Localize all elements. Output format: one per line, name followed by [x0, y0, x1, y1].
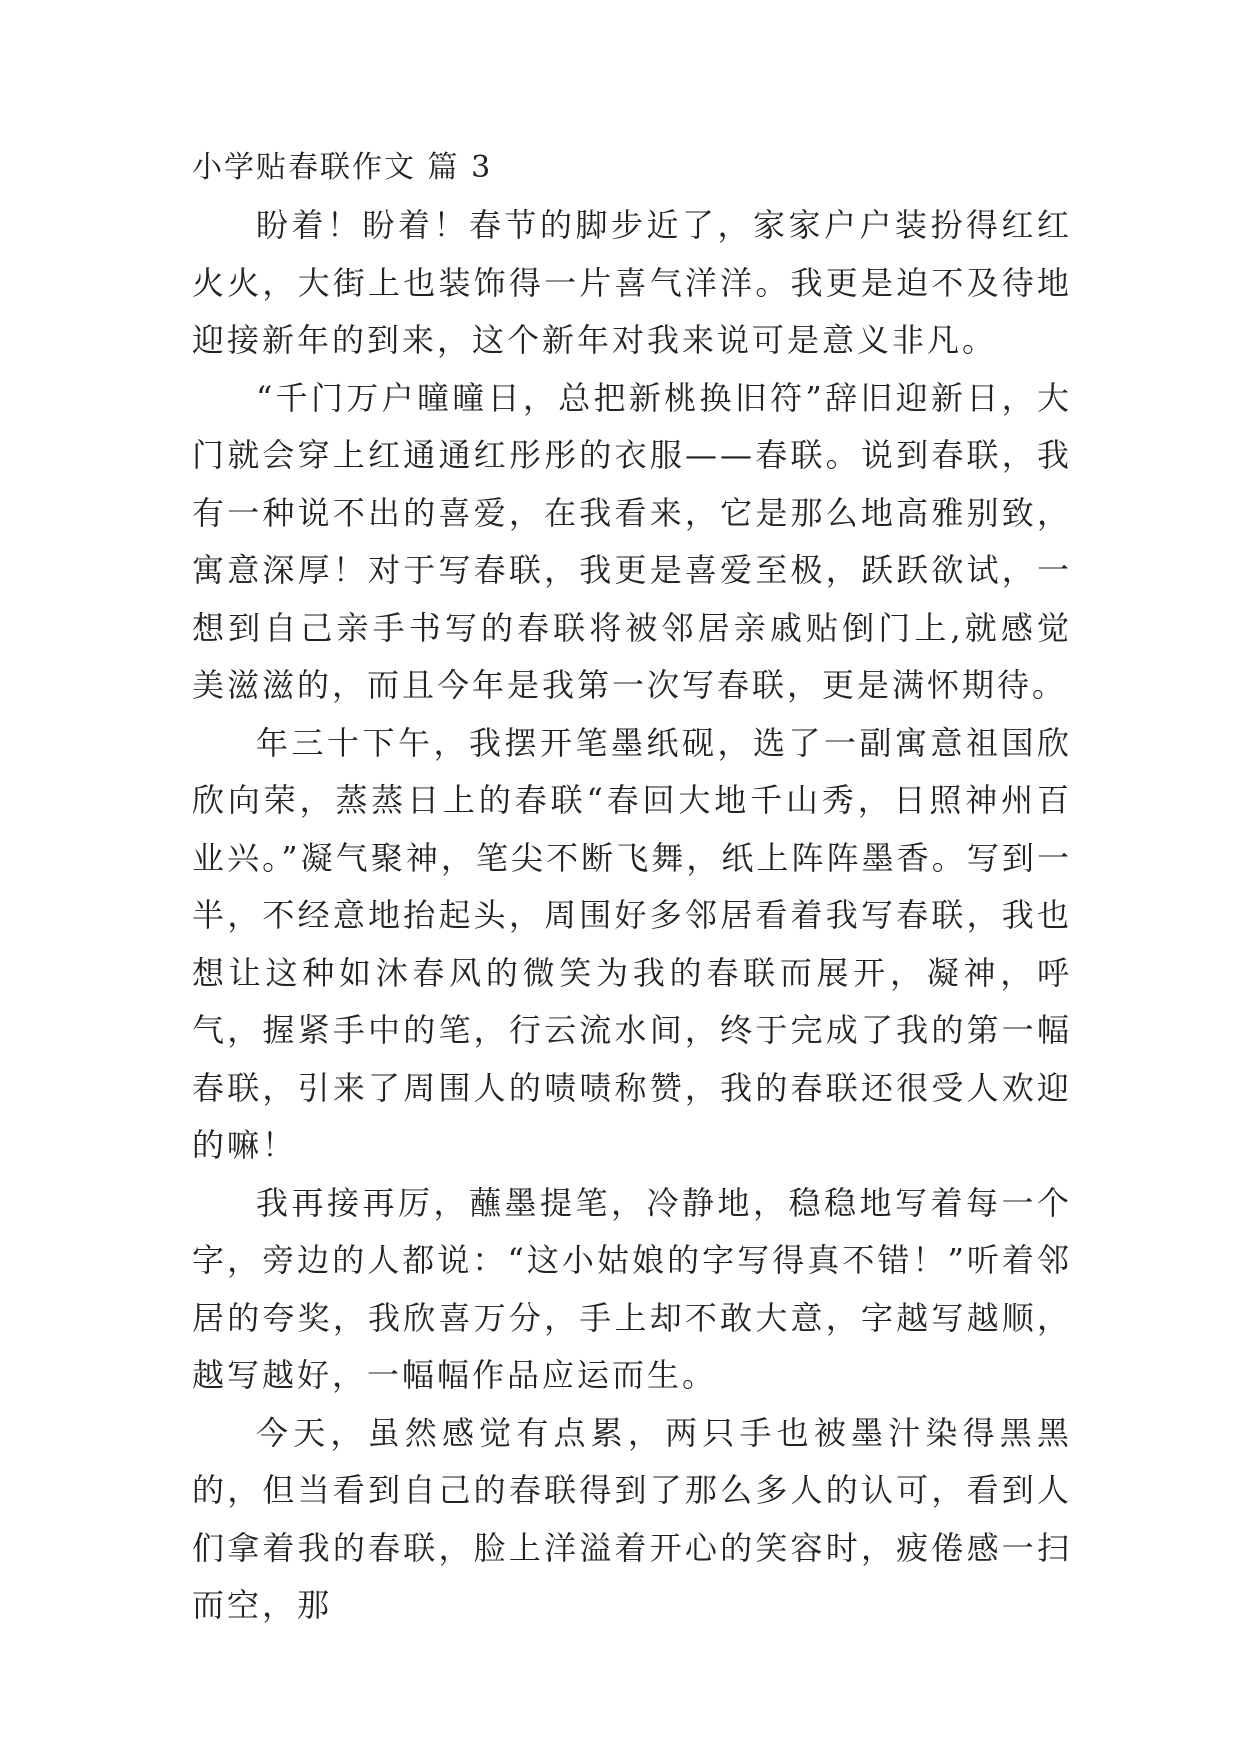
paragraph-4: 我再接再厉，蘸墨提笔，冷静地，稳稳地写着每一个字，旁边的人都说：“这小姑娘的字写得真不错！”听着邻居的夸奖，我欣喜万分，手上却不敢大意，字越写越顺，越写越好，一幅幅作品应运而生。 [192, 1183, 1072, 1394]
document-body [192, 145, 1072, 1635]
document-title: 小学贴春联作文 篇 3 [192, 150, 493, 185]
paragraph-3: 年三十下午，我摆开笔墨纸砚，选了一副寓意祖国欣欣向荣，蒸蒸日上的春联“春回大地千山秀，日照神州百业兴。”凝气聚神，笔尖不断飞舞，纸上阵阵墨香。写到一半，不经意地抬起头，周围好多邻居看着我写春联，我也想让这种如沐春风的微笑为我的春联而展开，凝神，呼气，握紧手中的笔，行云流水间，终于完成了我的第一幅春联，引来了周围人的啧啧称赞，我的春联还很受人欢迎的嘛！ [192, 723, 1072, 1164]
paragraph-2: “千门万户曈曈日，总把新桃换旧符”辞旧迎新日，大门就会穿上红通通红彤彤的衣服——春联。说到春联，我有一种说不出的喜爱，在我看来，它是那么地高雅别致，寓意深厚！对于写春联，我更是喜爱至极，跃跃欲试，一想到自己亲手书写的春联将被邻居亲戚贴倒门上,就感觉美滋滋的，而且今年是我第一次写春联，更是满怀期待。 [192, 378, 1072, 704]
paragraph-list [192, 197, 1072, 1635]
paragraph-1: 盼着！盼着！春节的脚步近了，家家户户装扮得红红火火，大街上也装饰得一片喜气洋洋。我更是迫不及待地迎接新年的到来，这个新年对我来说可是意义非凡。 [192, 206, 1072, 359]
paragraph-5: 今天，虽然感觉有点累，两只手也被墨汁染得黑黑的，但当看到自己的春联得到了那么多人的认可，看到人们拿着我的春联，脸上洋溢着开心的笑容时，疲倦感一扫而空，那 [192, 1413, 1072, 1624]
